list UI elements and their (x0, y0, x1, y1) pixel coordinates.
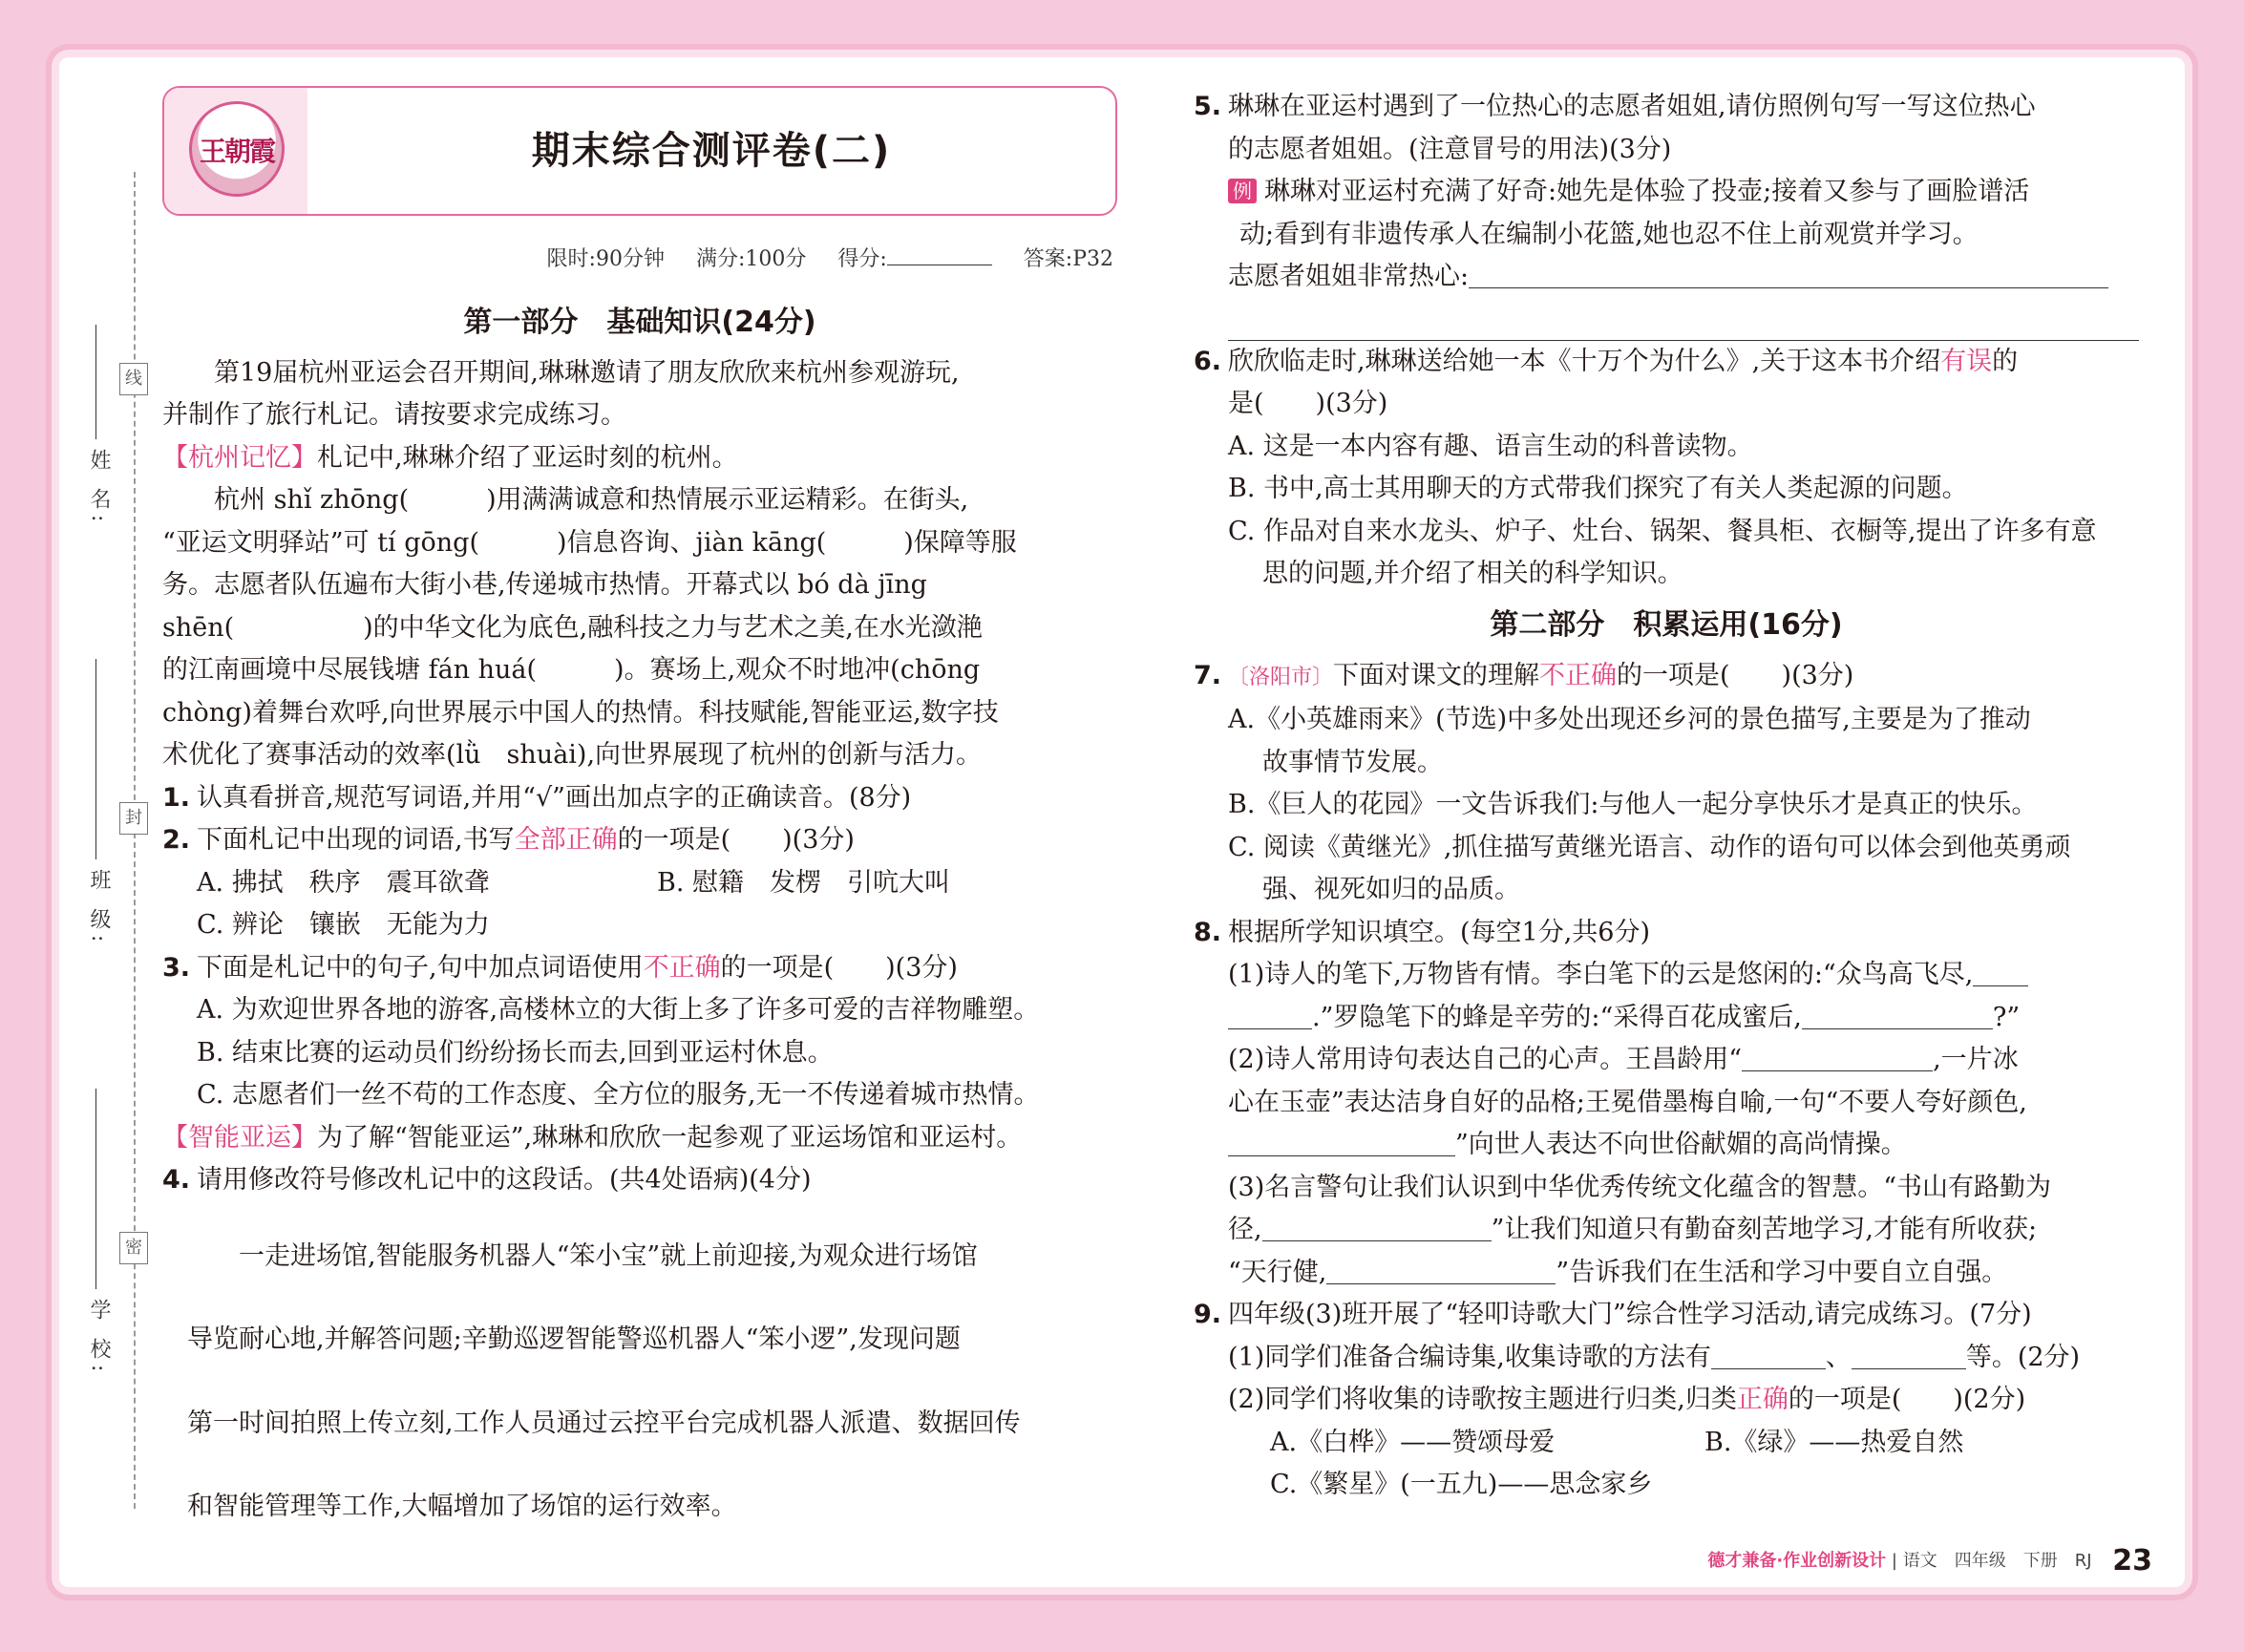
q8-line: 心在玉壶”表达洁身自好的品格;王冕借墨梅自喻,一句“不要人夸好颜色, (1228, 1087, 2027, 1117)
q3-option-c[interactable]: C. 志愿者们一丝不苟的工作态度、全方位的服务,无一不传递着城市热情。 (197, 1080, 1040, 1110)
question-7: 7. 〔洛阳市〕下面对课文的理解不正确的一项是( )(3分) (1194, 660, 1854, 690)
q7-option-c[interactable]: C. 阅读《黄继光》,抓住描写黄继光语言、动作的语句可以体会到他英勇顽 (1228, 832, 2071, 862)
q8-blank-6[interactable] (1326, 1256, 1556, 1284)
intro-line-1: 第19届杭州亚运会召开期间,琳琳邀请了朋友欣欣来杭州参观游玩, (214, 357, 960, 388)
question-3: 3. 下面是札记中的句子,句中加点词语使用不正确的一项是( )(3分) (162, 952, 958, 983)
full-score: 满分:100分 (695, 247, 807, 271)
notes-line: “亚运文明驿站”可 tí gōng( )信息咨询、jiàn kāng( )保障等服 (162, 527, 1017, 558)
notes-line: 术优化了赛事活动的效率(lǜ shuài),向世界展现了杭州的创新与活力。 (162, 740, 983, 770)
q5-answer-blank[interactable] (1469, 260, 2108, 288)
q6-option-a[interactable]: A. 这是一本内容有趣、语言生动的科普读物。 (1228, 431, 1753, 461)
q8-line: 径, ”让我们知道只有勤奋刻苦地学习,才能有所收获; (1228, 1215, 2038, 1244)
page-footer (1707, 1544, 2152, 1578)
q9-blank-1[interactable] (1711, 1341, 1826, 1369)
time-limit: 限时:90分钟 (546, 247, 665, 271)
q7-option-b[interactable]: B.《巨人的花园》一文告诉我们:与他人一起分享快乐才是真正的快乐。 (1228, 790, 2038, 819)
question-2: 2. 下面札记中出现的词语,书写全部正确的一项是( )(3分) (162, 825, 855, 855)
q5-example-line-2: 动;看到有非遗传承人在编制小花篮,她也忍不住上前观赏并学习。 (1239, 219, 1979, 249)
page-title: 期末综合测评卷(二) (531, 129, 892, 173)
q2-option-b[interactable]: B. 慰籍 发楞 引吭大叫 (657, 867, 951, 898)
brand-logo: 王朝霞 (189, 101, 285, 197)
q6-option-b[interactable]: B. 书中,高士其用聊天的方式带我们探究了有关人类起源的问题。 (1228, 474, 1968, 503)
question-8: 8. 根据所学知识填空。(每空1分,共6分) (1194, 917, 1651, 947)
footer-info: | 语文 四年级 下册 RJ (1891, 1551, 2092, 1571)
q2-option-c[interactable]: C. 辨论 镶嵌 无能为力 (197, 910, 490, 940)
school-blank[interactable] (95, 1089, 96, 1289)
notes-line: 杭州 shǐ zhōng( )用满满诚意和热情展示亚运精彩。在街头, (214, 485, 969, 515)
q8-line: .”罗隐笔下的蜂是辛劳的:“采得百花成蜜后, ?” (1194, 997, 2139, 1040)
q9-option-a[interactable]: A.《白桦》——赞颂母爱 (1270, 1427, 1556, 1457)
example-tag: 例 (1228, 179, 1257, 203)
memory-intro: 【杭州记忆】札记中,琳琳介绍了亚运时刻的杭州。 (162, 442, 738, 473)
memory-tag: 【杭州记忆】 (162, 442, 317, 473)
q8-blank-4[interactable] (1228, 1128, 1455, 1156)
q8-blank-1a[interactable] (1973, 958, 2028, 986)
question-1: 1. 认真看拼音,规范写词语,并用“√”画出加点字的正确读音。(8分) (162, 782, 912, 813)
notes-line: 务。志愿者队伍遍布大街小巷,传递城市热情。开幕式以 bó dà jīng (162, 570, 927, 600)
page-number: 23 (2112, 1544, 2152, 1578)
q5-answer-line-2[interactable] (1228, 299, 2139, 341)
q6-line-2: 是( )(3分) (1228, 389, 1388, 418)
exam-meta (162, 239, 1117, 282)
question-9: 9. 四年级(3)班开展了“轻叩诗歌大门”综合性学习活动,请完成练习。(7分) (1194, 1300, 2032, 1329)
title-box (162, 86, 1117, 216)
footer-brand: 德才兼备·作业创新设计 (1707, 1551, 1887, 1571)
q6-option-c-cont: 思的问题,并介绍了相关的科学知识。 (1262, 559, 1683, 588)
q8-line: (1)诗人的笔下,万物皆有情。李白笔下的云是悠闲的:“众鸟高飞尽, (1194, 954, 2139, 997)
ai-tag: 【智能亚运】 (162, 1122, 317, 1153)
q8-blank-5[interactable] (1262, 1213, 1492, 1241)
binding-mark-seal: 封 (119, 802, 148, 835)
q2-options-row (162, 862, 1117, 905)
q8-blank-1b[interactable] (1228, 1001, 1312, 1029)
q9-options-row (1194, 1422, 2139, 1465)
q9-option-b[interactable]: B.《绿》——热爱自然 (1704, 1427, 1964, 1457)
binding-mark-line: 线 (119, 363, 148, 395)
q7-source: 〔洛阳市〕 (1228, 665, 1334, 689)
q3-option-a[interactable]: A. 为欢迎世界各地的游客,高楼林立的大街上多了许多可爱的吉祥物雕塑。 (197, 995, 1040, 1025)
right-column (1194, 86, 2139, 1507)
question-6: 6. 欣欣临走时,琳琳送给她一本《十万个为什么》,关于这本书介绍有误的 (1194, 346, 2019, 376)
q7-option-c-cont: 强、视死如归的品质。 (1262, 875, 1520, 904)
notes-line: 的江南画境中尽展钱塘 fán huá( )。赛场上,观众不时地冲(chōng (162, 655, 981, 685)
part2-heading: 第二部分 积累运用(16分) (1490, 607, 1843, 642)
q9-blank-2[interactable] (1852, 1341, 1966, 1369)
q7-option-a[interactable]: A.《小英雄雨来》(节选)中多处出现还乡河的景色描写,主要是为了推动 (1228, 705, 2031, 734)
name-label: 姓 名: (87, 449, 111, 528)
q2-option-a[interactable]: A. 拂拭 秩序 震耳欲聋 (197, 867, 490, 898)
q3-option-b[interactable]: B. 结束比赛的运动员们纷纷扬长而去,回到亚运村休息。 (197, 1037, 834, 1068)
q8-blank-3[interactable] (1742, 1043, 1933, 1071)
part1-heading: 第一部分 基础知识(24分) (463, 305, 816, 339)
class-blank[interactable] (95, 659, 96, 859)
passage-line: 导览耐心地,并解答问题;辛勤巡逻智能警巡机器人“笨小逻”,发现问题 (187, 1324, 961, 1354)
q8-blank-2[interactable] (1802, 1001, 1993, 1029)
question-4: 4. 请用修改符号修改札记中的这段话。(共4处语病)(4分) (162, 1165, 812, 1195)
binding-mark-secret: 密 (119, 1232, 148, 1264)
q9-part-1: (1)同学们准备合编诗集,收集诗歌的方法有 、 等。(2分) (1228, 1342, 2081, 1372)
q9-part-2: (2)同学们将收集的诗歌按主题进行归类,归类正确的一项是( )(2分) (1228, 1385, 2026, 1414)
left-column (162, 86, 1117, 1536)
q4-passage[interactable] (162, 1229, 1117, 1536)
school-label: 学 校: (87, 1299, 111, 1378)
question-5: 5. 琳琳在亚运村遇到了一位热心的志愿者姐姐,请仿照例句写一写这位热心 (1194, 92, 2036, 121)
q7-option-a-cont: 故事情节发展。 (1262, 747, 1443, 777)
answer-ref: 答案:P32 (1023, 247, 1113, 271)
q8-line: ”向世人表达不向世俗献媚的高尚情操。 (1194, 1124, 2139, 1167)
intro-line-2: 并制作了旅行札记。请按要求完成练习。 (162, 400, 626, 430)
score-label: 得分: (837, 247, 887, 271)
passage-line: 和智能管理等工作,大幅增加了场馆的运行效率。 (187, 1492, 737, 1521)
passage-line: 第一时间拍照上传立刻,工作人员通过云控平台完成机器人派遣、数据回传 (187, 1408, 1021, 1438)
q8-line: (2)诗人常用诗句表达自己的心声。王昌龄用“ ,一片冰 (1228, 1045, 2019, 1074)
name-blank[interactable] (95, 325, 96, 439)
q5-line-2: 的志愿者姐姐。(注意冒号的用法)(3分) (1228, 134, 1672, 164)
passage-line: 一走进场馆,智能服务机器人“笨小宝”就上前迎接,为观众进行场馆 (239, 1240, 978, 1271)
q6-option-c[interactable]: C. 作品对自来水龙头、炉子、灶台、锅架、餐具柜、衣橱等,提出了许多有意 (1228, 516, 2097, 546)
q8-line: (3)名言警句让我们认识到中华优秀传统文化蕴含的智慧。“书山有路勤为 (1228, 1172, 2052, 1202)
notes-line: chòng)着舞台欢呼,向世界展示中国人的热情。科技赋能,智能亚运,数字技 (162, 697, 999, 728)
q5-answer-prompt: 志愿者姐姐非常热心: (1194, 256, 2139, 299)
ai-intro: 【智能亚运】为了解“智能亚运”,琳琳和欣欣一起参观了亚运场馆和亚运村。 (162, 1122, 1023, 1153)
notes-line: shēn( )的中华文化为底色,融科技之力与艺术之美,在水光潋滟 (162, 612, 983, 643)
q8-line: “天行健, ”告诉我们在生活和学习中要自立自强。 (1228, 1257, 2008, 1287)
class-label: 班 级: (87, 869, 111, 948)
q5-example: 例 琳琳对亚运村充满了好奇:她先是体验了投壶;接着又参与了画脸谱活 (1194, 171, 2139, 214)
q9-option-c[interactable]: C.《繁星》(一五九)——思念家乡 (1270, 1470, 1653, 1499)
